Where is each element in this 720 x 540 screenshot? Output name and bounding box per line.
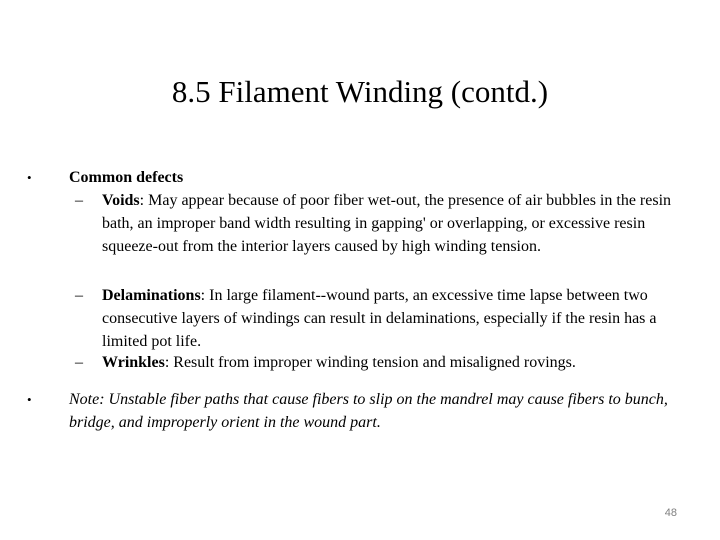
defect-body	[102, 351, 696, 374]
bullet-marker: •	[27, 170, 32, 185]
dash-marker: –	[75, 287, 83, 304]
dash-marker: –	[75, 192, 83, 209]
note-text: Note: Unstable fiber paths that cause fibers to slip on the mandrel may cause fibers to bunch, bridge, and improperly orient in the wound part.	[69, 391, 668, 431]
defect-description: May appear because of poor fiber wet‑out, the presence of air bubbles in the resin bath, an improper band width resulting in gapping' or overlapping, or excessive resin squeeze‑out from the interior layers caused by high winding tension.	[102, 192, 672, 255]
bullet-marker: •	[27, 392, 32, 407]
defect-separator: :	[139, 192, 145, 209]
defect-separator: :	[164, 354, 170, 371]
defect-term: Delaminations	[102, 287, 201, 304]
dash-marker: –	[75, 354, 83, 371]
defect-description: Result from improper winding tension and misaligned rovings.	[169, 354, 576, 371]
defect-term: Voids	[102, 192, 140, 209]
defect-description: In large filament‑‑wound parts, an excessive time lapse between two consecutive layers of windings can result in delaminations, especially if the resin has a limited pot life.	[102, 287, 657, 350]
page-number: 48	[664, 507, 677, 519]
bullet-heading: Common defects	[69, 169, 184, 186]
defect-body	[102, 284, 696, 353]
slide-title: 8.5 Filament Winding (contd.)	[171, 74, 549, 109]
defect-separator: :	[200, 287, 206, 304]
defect-term: Wrinkles	[102, 354, 165, 371]
defect-body	[102, 189, 696, 258]
